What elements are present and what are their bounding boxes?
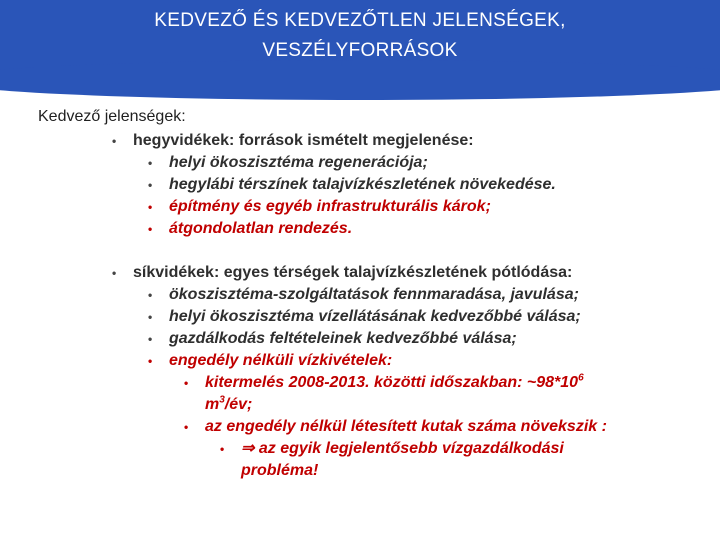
bullet-hills-4: • <box>148 222 153 236</box>
hills-item-4: átgondolatlan rendezés. <box>169 220 353 237</box>
bullet-hills-1: • <box>148 156 153 170</box>
conclusion-line-2: probléma! <box>241 462 319 479</box>
bullet-conclusion: • <box>220 442 225 456</box>
plains-item-1: ökoszisztéma-szolgáltatások fennmaradása, javulása; <box>169 286 579 303</box>
slide-title-line-1: KEDVEZŐ ÉS KEDVEZŐTLEN JELENSÉGEK, <box>154 10 566 31</box>
bullet-plains: • <box>112 266 117 280</box>
bullet-extraction: • <box>184 376 189 390</box>
plains-label: síkvidékek: egyes térségek talajvízkészletének pótlódása: <box>133 264 573 281</box>
extraction-text: kitermelés 2008-2013. közötti időszakban: ~98*10 <box>205 374 579 391</box>
bullet-wells: • <box>184 420 189 434</box>
bullet-hills-2: • <box>148 178 153 192</box>
slide-title-line-2: VESZÉLYFORRÁSOK <box>262 40 458 61</box>
hills-item-3: építmény és egyéb infrastrukturális károk; <box>169 198 491 215</box>
bullet-plains-2: • <box>148 310 153 324</box>
bullet-plains-4: • <box>148 354 153 368</box>
plains-item-3: gazdálkodás feltételeinek kedvezőbbé válása; <box>169 330 517 347</box>
extraction-line <box>205 372 584 394</box>
hills-item-2: hegylábi térszínek talajvízkészletének növekedése. <box>169 176 556 193</box>
plains-item-4: engedély nélküli vízkivételek: <box>169 352 393 369</box>
extraction-unit-m: m <box>205 396 220 413</box>
hills-item-1: helyi ökoszisztéma regenerációja; <box>169 154 428 171</box>
bullet-hills-3: • <box>148 200 153 214</box>
section-heading: Kedvező jelenségek: <box>38 108 186 125</box>
bullet-plains-3: • <box>148 332 153 346</box>
hills-label: hegyvidékek: források ismételt megjelenése: <box>133 132 474 149</box>
extraction-unit-exponent: 3 <box>219 394 225 406</box>
bullet-plains-1: • <box>148 288 153 302</box>
extraction-exponent: 6 <box>578 372 584 384</box>
extraction-unit <box>205 394 252 416</box>
conclusion-line-1: ⇒ az egyik legjelentősebb vízgazdálkodási <box>241 440 564 457</box>
wells-line: az engedély nélkül létesített kutak száma növekszik : <box>205 418 607 435</box>
bullet-hills: • <box>112 134 117 148</box>
extraction-unit-rest: /év; <box>224 396 253 413</box>
plains-item-2: helyi ökoszisztéma vízellátásának kedvezőbbé válása; <box>169 308 581 325</box>
